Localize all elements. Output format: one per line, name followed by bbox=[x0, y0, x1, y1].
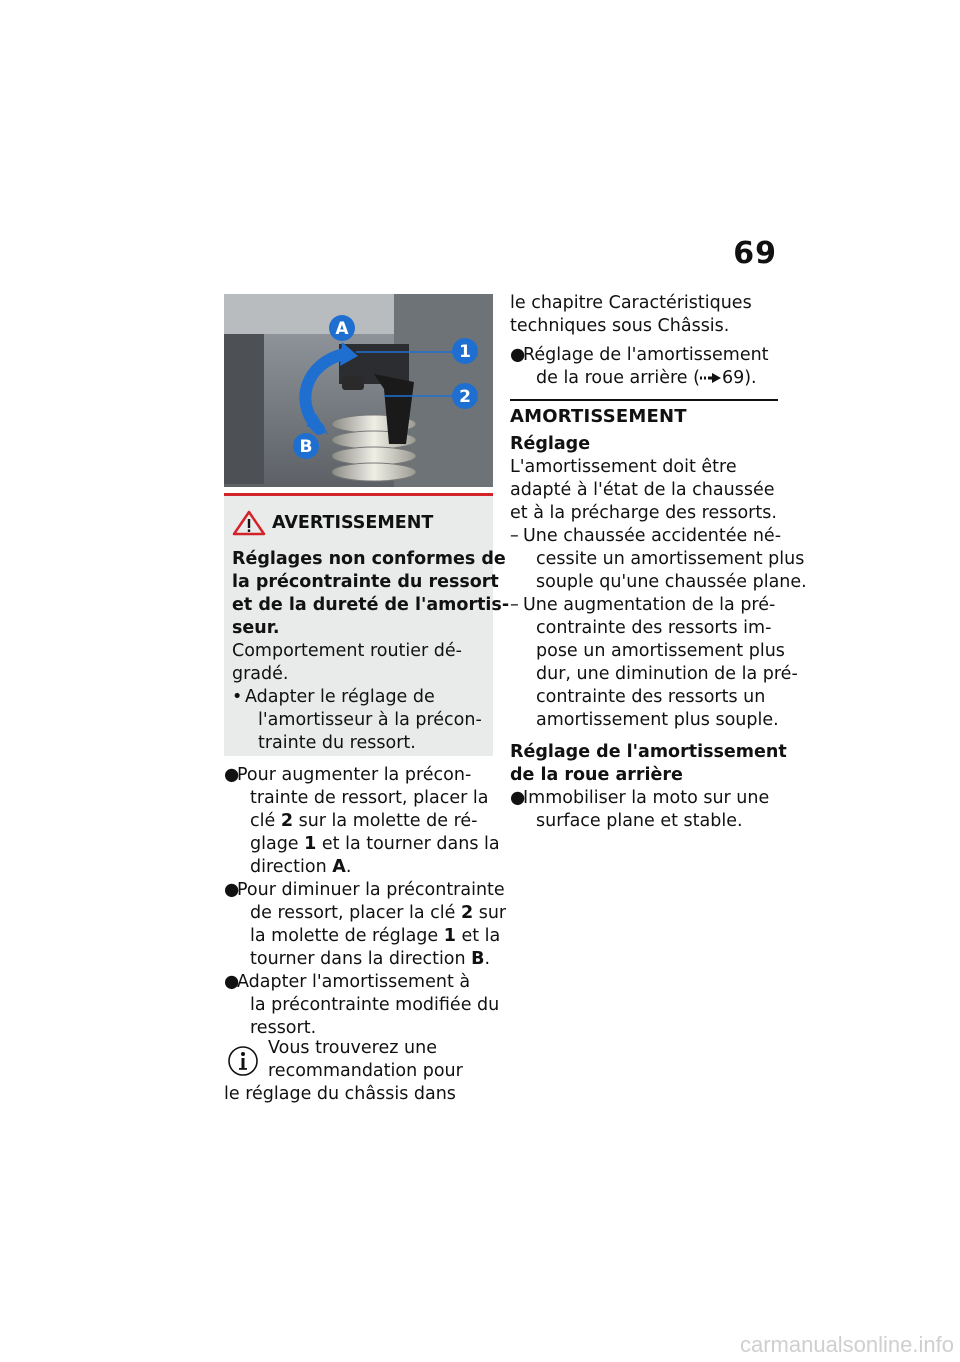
page-number: 69 bbox=[733, 236, 777, 271]
svg-text:2: 2 bbox=[459, 387, 471, 407]
dash-item-line: amortissement plus souple. bbox=[536, 710, 779, 730]
list-item-line: Pour augmenter la précon- bbox=[237, 765, 472, 785]
label-a bbox=[329, 315, 355, 341]
dash-item-line: contrainte des ressorts un bbox=[536, 687, 766, 707]
dash-item-line: contrainte des ressorts im- bbox=[536, 618, 772, 638]
watermark: carmanualsonline.info bbox=[739, 1332, 954, 1357]
info-line: Vous trouverez une bbox=[268, 1038, 437, 1058]
svg-text:B: B bbox=[299, 437, 313, 457]
list-item-line: glage 1 et la tourner dans la bbox=[250, 834, 500, 854]
warning-heading-line: et de la dureté de l'amortis- bbox=[232, 595, 510, 615]
bullet-icon: ● bbox=[224, 972, 240, 992]
warning-bullet bbox=[232, 686, 486, 755]
text-line: techniques sous Châssis. bbox=[510, 316, 730, 336]
list-item bbox=[224, 971, 500, 1040]
dash-item-line: pose un amortissement plus bbox=[536, 641, 785, 661]
bullet-icon: ● bbox=[224, 880, 240, 900]
warning-triangle-icon bbox=[232, 510, 266, 536]
dash-icon: – bbox=[510, 526, 519, 546]
warning-heading-line: Réglages non conformes de bbox=[232, 549, 506, 569]
label-2 bbox=[452, 383, 478, 409]
section-divider bbox=[510, 399, 778, 401]
dash-item-line: dur, une diminution de la pré- bbox=[536, 664, 798, 684]
left-column bbox=[224, 764, 507, 1040]
list-item-line: Pour diminuer la précontrainte bbox=[237, 880, 505, 900]
info-note bbox=[224, 1037, 493, 1106]
list-item-line: la molette de réglage 1 et la bbox=[250, 926, 501, 946]
text-line: le chapitre Caractéristiques bbox=[510, 293, 752, 313]
list-item-line: tourner dans la direction B. bbox=[250, 949, 491, 969]
warning-box bbox=[224, 493, 510, 756]
warning-bullet-line: Adapter le réglage de bbox=[245, 687, 435, 707]
list-item-line: Immobiliser la moto sur une bbox=[523, 788, 770, 808]
warning-title: AVERTISSEMENT bbox=[272, 512, 434, 533]
warning-body-line: Comportement routier dé- bbox=[232, 641, 462, 661]
text-line: et à la précharge des ressorts. bbox=[510, 503, 777, 523]
subheading: de la roue arrière bbox=[510, 765, 683, 785]
list-item bbox=[510, 787, 780, 833]
list-item-line: surface plane et stable. bbox=[536, 811, 743, 831]
warning-header bbox=[232, 510, 433, 536]
text-line: L'amortissement doit être bbox=[510, 457, 737, 477]
bullet-icon: • bbox=[232, 687, 243, 707]
dash-item bbox=[510, 594, 798, 732]
list-item bbox=[224, 764, 500, 879]
list-item-line: trainte de ressort, placer la bbox=[250, 788, 489, 808]
right-column-body bbox=[510, 433, 807, 833]
list-item-line: clé 2 sur la molette de ré- bbox=[250, 811, 478, 831]
page-reference-link[interactable]: de la roue arrière ( 69). bbox=[536, 368, 757, 388]
svg-text:A: A bbox=[335, 319, 349, 339]
warning-body-line: gradé. bbox=[232, 664, 289, 684]
warning-body bbox=[232, 548, 510, 755]
list-item bbox=[224, 879, 507, 971]
page-reference-arrow-icon bbox=[700, 372, 722, 384]
shock-absorber-illustration bbox=[224, 294, 493, 487]
dash-item-line: Une chaussée accidentée né- bbox=[523, 526, 782, 546]
shock-absorber-figure bbox=[224, 294, 493, 487]
section-title: AMORTISSEMENT bbox=[510, 406, 687, 427]
info-line: le réglage du châssis dans bbox=[224, 1084, 456, 1104]
warning-heading-line: seur. bbox=[232, 618, 280, 638]
right-column-top bbox=[510, 292, 780, 390]
bullet-icon: ● bbox=[224, 765, 240, 785]
dash-item-line: souple qu'une chaussée plane. bbox=[536, 572, 807, 592]
dash-item-line: cessite un amortissement plus bbox=[536, 549, 805, 569]
list-item-line: de ressort, placer la clé 2 sur bbox=[250, 903, 507, 923]
subheading: Réglage de l'amortissement bbox=[510, 742, 787, 762]
subheading: Réglage bbox=[510, 434, 591, 454]
info-line: recommandation pour bbox=[268, 1061, 463, 1081]
dash-icon: – bbox=[510, 595, 519, 615]
list-item-line: la précontrainte modifiée du bbox=[250, 995, 500, 1015]
bullet-icon: ● bbox=[510, 788, 526, 808]
label-b bbox=[293, 433, 319, 459]
text-line: adapté à l'état de la chaussée bbox=[510, 480, 775, 500]
list-item-line: ressort. bbox=[250, 1018, 317, 1038]
warning-bullet-line: trainte du ressort. bbox=[258, 733, 416, 753]
bullet-icon: ● bbox=[510, 345, 526, 365]
list-item-line: Réglage de l'amortissement bbox=[523, 345, 769, 365]
info-icon bbox=[226, 1043, 260, 1083]
svg-text:1: 1 bbox=[459, 342, 471, 362]
warning-bullet-line: l'amortisseur à la précon- bbox=[258, 710, 482, 730]
list-item-line: Adapter l'amortissement à bbox=[237, 972, 471, 992]
dash-item bbox=[510, 525, 807, 594]
warning-heading-line: la précontrainte du ressort bbox=[232, 572, 499, 592]
list-item-line: direction A. bbox=[250, 857, 352, 877]
label-1 bbox=[452, 338, 478, 364]
dash-item-line: Une augmentation de la pré- bbox=[523, 595, 776, 615]
list-item bbox=[510, 344, 780, 390]
